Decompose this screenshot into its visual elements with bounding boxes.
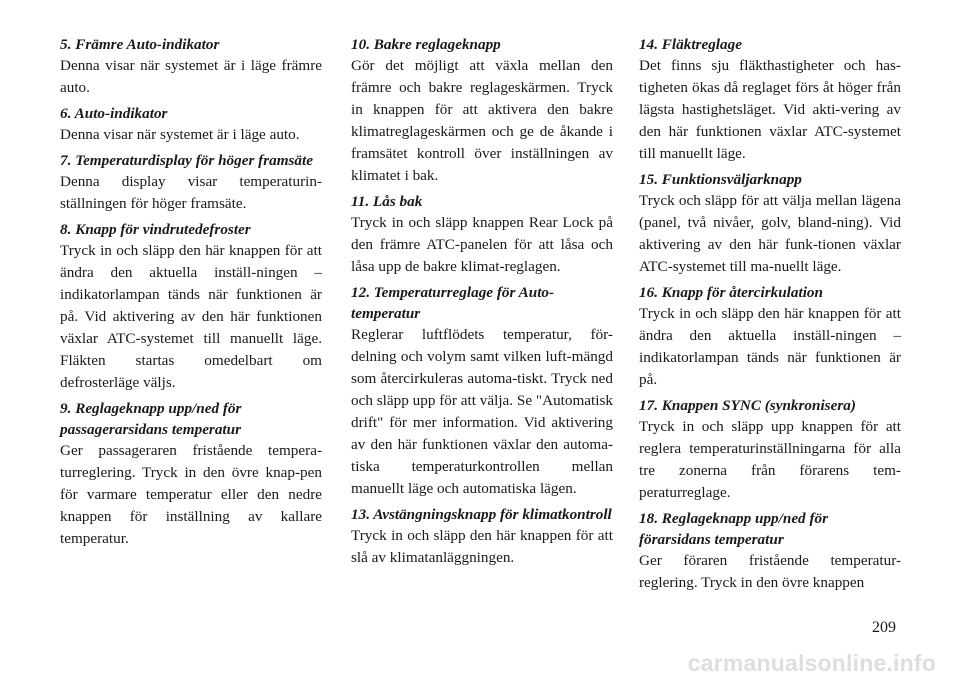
section-body: Tryck in och släpp den här knappen för att ändra den aktuella inställ-ningen – indikatorlampan tänds när funktionen är på. <box>639 305 901 388</box>
section-7 <box>60 150 322 215</box>
section-heading: 12. Temperaturreglage för Auto-temperatur <box>351 284 555 322</box>
section-16 <box>639 282 901 391</box>
section-body: Ger passageraren fristående tempera-turreglering. Tryck in den övre knap-pen för varmare temperatur eller den nedre knappen för inställning av kallare temperatur. <box>60 442 322 547</box>
section-5 <box>60 34 322 99</box>
section-heading: 14. Fläktreglage <box>639 36 742 53</box>
section-12 <box>351 282 613 500</box>
section-body: Tryck in och släpp upp knappen för att reglera temperaturinställningarna för alla tre zonerna från förarens tem-peraturreglage. <box>639 418 901 501</box>
section-13 <box>351 504 613 569</box>
section-9 <box>60 398 322 550</box>
text-column-1 <box>60 34 322 554</box>
section-heading: 8. Knapp för vindrutedefroster <box>60 221 251 238</box>
section-heading: 17. Knappen SYNC (synkronisera) <box>639 397 856 414</box>
section-body: Det finns sju fläkthastigheter och has-tigheten ökas då reglaget förs åt höger från lägsta hastighetsläget. Vid akti-vering av den här funktionen växlar ATC-systemet till manuellt läge. <box>639 57 901 162</box>
section-heading: 9. Reglageknapp upp/ned för passagerarsidans temperatur <box>60 400 242 438</box>
section-body: Gör det möjligt att växla mellan den främre och bakre reglageskärmen. Tryck in knappen för att aktivera den bakre klimatreglageskärmen och ge de åkande i framsätet kontroll över inställningen av klimatet i bak. <box>351 57 613 184</box>
section-body: Denna visar när systemet är i läge främre auto. <box>60 57 322 96</box>
section-body: Tryck och släpp för att välja mellan lägena (panel, två nivåer, golv, bland-ning). Vid aktivering av den här funk-tionen växlar ATC-systemet till ma-nuellt läge. <box>639 192 901 275</box>
text-column-3 <box>639 34 901 598</box>
section-body: Tryck in och släpp den här knappen för att ändra den aktuella inställ-ningen – indikatorlampan tänds när funktionen är på. Vid aktivering av den här funktionen växlar ATC-systemet till manuellt läge. Fläkten startas omedelbart om defrosterläge väljs. <box>60 242 322 391</box>
section-18 <box>639 508 901 594</box>
watermark-text: carmanualsonline.info <box>687 650 936 676</box>
section-11 <box>351 191 613 278</box>
section-6 <box>60 103 322 146</box>
text-column-2 <box>351 34 613 573</box>
section-17 <box>639 395 901 504</box>
section-15 <box>639 169 901 278</box>
section-heading: 7. Temperaturdisplay för höger framsäte <box>60 152 313 169</box>
section-heading: 10. Bakre reglageknapp <box>351 36 501 53</box>
section-heading: 16. Knapp för återcirkulation <box>639 284 823 301</box>
section-heading: 15. Funktionsväljarknapp <box>639 171 802 188</box>
section-heading: 13. Avstängningsknapp för klimatkontroll <box>351 506 612 523</box>
section-10 <box>351 34 613 187</box>
section-body: Denna visar när systemet är i läge auto. <box>60 126 300 143</box>
section-body: Ger föraren fristående temperatur-reglering. Tryck in den övre knappen <box>639 552 901 591</box>
page-number: 209 <box>872 619 896 636</box>
section-14 <box>639 34 901 165</box>
section-heading: 6. Auto-indikator <box>60 105 168 122</box>
section-body: Denna display visar temperaturin-ställningen för höger framsäte. <box>60 173 322 212</box>
section-heading: 11. Lås bak <box>351 193 423 210</box>
section-body: Reglerar luftflödets temperatur, för-delning och volym samt vilken luft-mängd som återcirkuleras automa-tiskt. Tryck ned och släpp upp för att välja. Se "Automatisk drift" för mer information. Vid aktivering av den här funktionen växlar den automa-tiska temperaturkontrollen mellan manuellt läge och automatiska lägen. <box>351 326 613 497</box>
section-heading: 18. Reglageknapp upp/ned för förarsidans temperatur <box>639 510 829 548</box>
section-8 <box>60 219 322 394</box>
section-heading: 5. Främre Auto-indikator <box>60 36 220 53</box>
section-body: Tryck in och släpp knappen Rear Lock på den främre ATC-panelen för att låsa och låsa upp de bakre klimat-reglagen. <box>351 214 613 275</box>
section-body: Tryck in och släpp den här knappen för att slå av klimatanläggningen. <box>351 527 613 566</box>
